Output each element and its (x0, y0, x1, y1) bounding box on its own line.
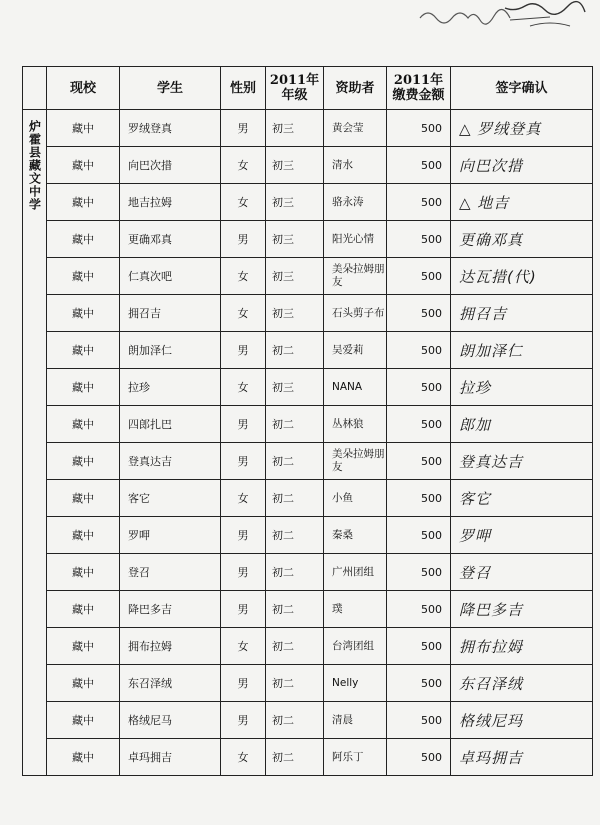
cell-student: 罗呷 (120, 517, 221, 554)
cell-grade: 初二 (266, 406, 324, 443)
header-student: 学生 (120, 67, 221, 110)
funding-table-sheet (22, 66, 592, 767)
cell-gender: 女 (221, 184, 266, 221)
table-row (23, 406, 593, 443)
cell-signature: △ 罗绒登真 (451, 110, 593, 147)
cell-signature: 拥布拉姆 (451, 628, 593, 665)
cell-grade: 初二 (266, 665, 324, 702)
table-row (23, 184, 593, 221)
cell-gender: 男 (221, 591, 266, 628)
cell-sponsor: 阿乐丁 (324, 739, 387, 776)
cell-school: 藏中 (47, 739, 120, 776)
table-row (23, 221, 593, 258)
table-row (23, 665, 593, 702)
cell-school: 藏中 (47, 332, 120, 369)
cell-student: 四郎扎巴 (120, 406, 221, 443)
table-row (23, 258, 593, 295)
table-row (23, 369, 593, 406)
cell-student: 降巴多吉 (120, 591, 221, 628)
header-grade: 2011年 年级 (266, 67, 324, 110)
cell-gender: 女 (221, 739, 266, 776)
cell-school: 藏中 (47, 480, 120, 517)
cell-school: 藏中 (47, 443, 120, 480)
table-row (23, 295, 593, 332)
header-gender: 性别 (221, 67, 266, 110)
cell-sponsor: 台湾团组 (324, 628, 387, 665)
cell-sponsor: 小鱼 (324, 480, 387, 517)
cell-school: 藏中 (47, 295, 120, 332)
cell-grade: 初二 (266, 591, 324, 628)
cell-gender: 女 (221, 258, 266, 295)
cell-school: 藏中 (47, 406, 120, 443)
cell-signature: 拥召吉 (451, 295, 593, 332)
cell-gender: 男 (221, 332, 266, 369)
table-row (23, 517, 593, 554)
table-row (23, 147, 593, 184)
header-row (23, 67, 593, 110)
cell-grade: 初二 (266, 480, 324, 517)
cell-grade: 初二 (266, 739, 324, 776)
cell-signature: 卓玛拥吉 (451, 739, 593, 776)
cell-gender: 男 (221, 406, 266, 443)
cell-student: 登真达吉 (120, 443, 221, 480)
cell-amount: 500 (387, 739, 451, 776)
cell-student: 客它 (120, 480, 221, 517)
cell-amount: 500 (387, 147, 451, 184)
cell-student: 仁真次吧 (120, 258, 221, 295)
cell-signature: 朗加泽仁 (451, 332, 593, 369)
cell-sponsor: 黄会莹 (324, 110, 387, 147)
cell-sponsor: NANA (324, 369, 387, 406)
cell-grade: 初三 (266, 147, 324, 184)
cell-gender: 男 (221, 110, 266, 147)
cell-amount: 500 (387, 517, 451, 554)
cell-sponsor: 美朵拉姆朋友 (324, 443, 387, 480)
cell-amount: 500 (387, 221, 451, 258)
cell-grade: 初二 (266, 443, 324, 480)
cell-gender: 男 (221, 221, 266, 258)
cell-sponsor: 石头剪子布 (324, 295, 387, 332)
top-scribble-marks (410, 0, 600, 40)
header-signature: 签字确认 (451, 67, 593, 110)
cell-amount: 500 (387, 332, 451, 369)
cell-signature: 向巴次措 (451, 147, 593, 184)
cell-amount: 500 (387, 591, 451, 628)
cell-amount: 500 (387, 406, 451, 443)
cell-signature: 达瓦措(代) (451, 258, 593, 295)
table-row (23, 628, 593, 665)
cell-signature: △ 地吉 (451, 184, 593, 221)
cell-school: 藏中 (47, 591, 120, 628)
cell-gender: 女 (221, 480, 266, 517)
cell-student: 更确邓真 (120, 221, 221, 258)
table-row (23, 591, 593, 628)
cell-grade: 初二 (266, 554, 324, 591)
table-row (23, 702, 593, 739)
cell-gender: 男 (221, 554, 266, 591)
cell-student: 拥召吉 (120, 295, 221, 332)
cell-amount: 500 (387, 554, 451, 591)
table-row (23, 110, 593, 147)
school-name-vertical (23, 110, 47, 776)
cell-amount: 500 (387, 480, 451, 517)
cell-school: 藏中 (47, 184, 120, 221)
cell-grade: 初三 (266, 258, 324, 295)
cell-student: 朗加泽仁 (120, 332, 221, 369)
cell-grade: 初三 (266, 184, 324, 221)
cell-gender: 男 (221, 702, 266, 739)
cell-school: 藏中 (47, 147, 120, 184)
table-row (23, 480, 593, 517)
cell-sponsor: 清水 (324, 147, 387, 184)
cell-gender: 女 (221, 369, 266, 406)
cell-amount: 500 (387, 295, 451, 332)
cell-signature: 郎加 (451, 406, 593, 443)
cell-amount: 500 (387, 369, 451, 406)
cell-signature: 降巴多吉 (451, 591, 593, 628)
cell-student: 拥布拉姆 (120, 628, 221, 665)
cell-sponsor: 阳光心情 (324, 221, 387, 258)
cell-sponsor: 璞 (324, 591, 387, 628)
cell-student: 东召泽绒 (120, 665, 221, 702)
cell-amount: 500 (387, 628, 451, 665)
cell-school: 藏中 (47, 554, 120, 591)
cell-amount: 500 (387, 443, 451, 480)
cell-student: 罗绒登真 (120, 110, 221, 147)
cell-gender: 男 (221, 443, 266, 480)
cell-grade: 初三 (266, 110, 324, 147)
cell-gender: 男 (221, 665, 266, 702)
cell-amount: 500 (387, 184, 451, 221)
cell-sponsor: 骆永涛 (324, 184, 387, 221)
cell-gender: 女 (221, 628, 266, 665)
cell-school: 藏中 (47, 369, 120, 406)
cell-school: 藏中 (47, 517, 120, 554)
table-row (23, 739, 593, 776)
cell-signature: 东召泽绒 (451, 665, 593, 702)
cell-grade: 初二 (266, 628, 324, 665)
cell-school: 藏中 (47, 702, 120, 739)
header-sponsor: 资助者 (324, 67, 387, 110)
student-funding-table (22, 66, 593, 776)
cell-grade: 初二 (266, 702, 324, 739)
cell-sponsor: 吴爱莉 (324, 332, 387, 369)
cell-grade: 初三 (266, 221, 324, 258)
cell-gender: 女 (221, 147, 266, 184)
cell-student: 向巴次措 (120, 147, 221, 184)
header-blank (23, 67, 47, 110)
cell-signature: 登真达吉 (451, 443, 593, 480)
cell-signature: 登召 (451, 554, 593, 591)
cell-signature: 更确邓真 (451, 221, 593, 258)
school-name-label: 炉霍县藏文中学 (27, 120, 42, 211)
cell-grade: 初二 (266, 332, 324, 369)
cell-gender: 女 (221, 295, 266, 332)
cell-sponsor: Nelly (324, 665, 387, 702)
cell-signature: 罗呷 (451, 517, 593, 554)
cell-school: 藏中 (47, 221, 120, 258)
header-school: 现校 (47, 67, 120, 110)
header-amount: 2011年 缴费金额 (387, 67, 451, 110)
cell-amount: 500 (387, 665, 451, 702)
cell-signature: 格绒尼玛 (451, 702, 593, 739)
cell-student: 登召 (120, 554, 221, 591)
cell-signature: 拉珍 (451, 369, 593, 406)
cell-student: 拉珍 (120, 369, 221, 406)
cell-grade: 初二 (266, 517, 324, 554)
cell-student: 格绒尼马 (120, 702, 221, 739)
cell-amount: 500 (387, 702, 451, 739)
cell-sponsor: 丛林狼 (324, 406, 387, 443)
cell-school: 藏中 (47, 665, 120, 702)
cell-signature: 客它 (451, 480, 593, 517)
cell-gender: 男 (221, 517, 266, 554)
table-row (23, 332, 593, 369)
table-row (23, 443, 593, 480)
cell-student: 地吉拉姆 (120, 184, 221, 221)
cell-school: 藏中 (47, 110, 120, 147)
cell-grade: 初三 (266, 295, 324, 332)
cell-school: 藏中 (47, 258, 120, 295)
cell-sponsor: 美朵拉姆朋友 (324, 258, 387, 295)
cell-school: 藏中 (47, 628, 120, 665)
cell-grade: 初三 (266, 369, 324, 406)
cell-amount: 500 (387, 258, 451, 295)
cell-amount: 500 (387, 110, 451, 147)
cell-student: 卓玛拥吉 (120, 739, 221, 776)
cell-sponsor: 广州团组 (324, 554, 387, 591)
table-row (23, 554, 593, 591)
cell-sponsor: 清晨 (324, 702, 387, 739)
cell-sponsor: 秦桑 (324, 517, 387, 554)
